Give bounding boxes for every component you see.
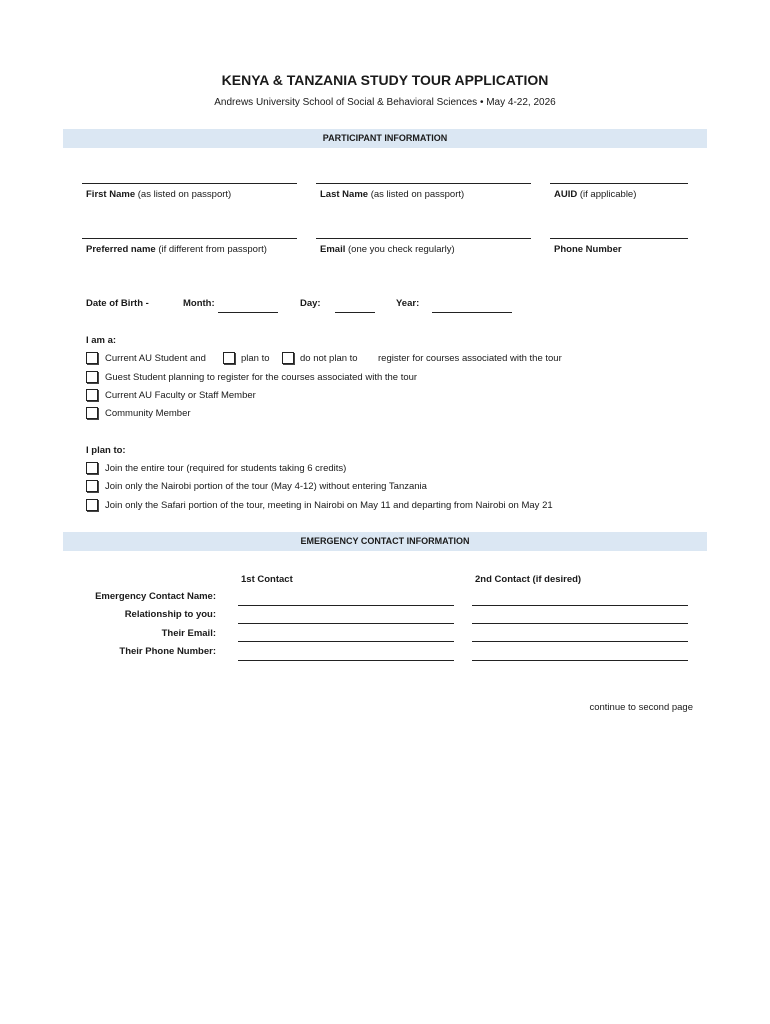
contact1-name-field[interactable] [238,605,454,606]
preferred-name-label-bold: Preferred name [86,244,156,255]
contact2-email-field[interactable] [472,641,688,642]
i-plan-label: I plan to: [86,445,126,456]
participant-section-header [63,129,707,148]
second-contact-header: 2nd Contact (if desired) [475,574,582,585]
do-not-plan-to-checkbox[interactable] [282,352,294,364]
month-field[interactable] [218,312,278,313]
relationship-label: Relationship to you: [124,609,216,620]
nairobi-only-label: Join only the Nairobi portion of the tour (May 4-12) without entering Tanzania [105,481,427,492]
contact1-email-field[interactable] [238,641,454,642]
dob-label: Date of Birth - [86,298,149,309]
last-name-field[interactable] [316,183,531,184]
first-name-label-note: (as listed on passport) [137,189,232,200]
i-am-label: I am a: [86,335,117,346]
first-name-field[interactable] [82,183,297,184]
year-label: Year: [396,298,420,309]
contact2-phone-field[interactable] [472,660,688,661]
phone-field[interactable] [550,238,688,239]
plan-to-label: plan to [241,353,270,364]
contact1-relationship-field[interactable] [238,623,454,624]
first-contact-header: 1st Contact [241,574,293,585]
plan-to-checkbox[interactable] [223,352,235,364]
first-name-label-bold: First Name [86,189,136,200]
community-checkbox[interactable] [86,407,98,419]
preferred-name-field[interactable] [82,238,297,239]
their-email-label: Their Email: [161,628,216,639]
faculty-checkbox[interactable] [86,389,98,401]
last-name-label-bold: Last Name [320,189,369,200]
email-label-bold: Email [320,244,346,255]
month-label: Month: [183,298,215,309]
safari-only-checkbox[interactable] [86,499,98,511]
current-student-checkbox[interactable] [86,352,98,364]
contact2-name-field[interactable] [472,605,688,606]
email-field[interactable] [316,238,531,239]
contact2-relationship-field[interactable] [472,623,688,624]
last-name-label-note: (as listed on passport) [370,189,465,200]
auid-label [554,189,636,200]
preferred-name-label [86,244,267,255]
auid-label-bold: AUID [554,189,578,200]
their-phone-label: Their Phone Number: [119,646,216,657]
participant-section-title: PARTICIPANT INFORMATION [322,133,448,143]
current-student-label: Current AU Student and [105,353,206,364]
entire-tour-label: Join the entire tour (required for students taking 6 credits) [105,463,347,474]
faculty-label: Current AU Faculty or Staff Member [105,390,256,401]
emergency-section-header [63,532,707,551]
phone-label: Phone Number [554,244,622,255]
email-label-note: (one you check regularly) [348,244,455,255]
guest-student-checkbox[interactable] [86,371,98,383]
emergency-name-label: Emergency Contact Name: [95,591,216,602]
safari-only-label: Join only the Safari portion of the tour, meeting in Nairobi on May 11 and departing from Nairobi on May 21 [105,500,553,511]
preferred-name-label-note: (if different from passport) [158,244,267,255]
year-field[interactable] [432,312,512,313]
form-title: KENYA & TANZANIA STUDY TOUR APPLICATION [221,72,549,88]
day-field[interactable] [335,312,375,313]
continue-note: continue to second page [589,702,693,713]
emergency-section-title: EMERGENCY CONTACT INFORMATION [300,536,470,546]
email-label [320,244,455,255]
day-label: Day: [300,298,321,309]
first-name-label [86,189,231,200]
auid-field[interactable] [550,183,688,184]
community-label: Community Member [105,408,191,419]
contact1-phone-field[interactable] [238,660,454,661]
last-name-label [320,189,464,200]
entire-tour-checkbox[interactable] [86,462,98,474]
form-subtitle: Andrews University School of Social & Behavioral Sciences • May 4-22, 2026 [214,97,556,108]
auid-label-note: (if applicable) [579,189,637,200]
do-not-plan-to-label: do not plan to [300,353,358,364]
nairobi-only-checkbox[interactable] [86,480,98,492]
register-courses-label: register for courses associated with the tour [378,353,562,364]
guest-student-label: Guest Student planning to register for the courses associated with the tour [105,372,418,383]
